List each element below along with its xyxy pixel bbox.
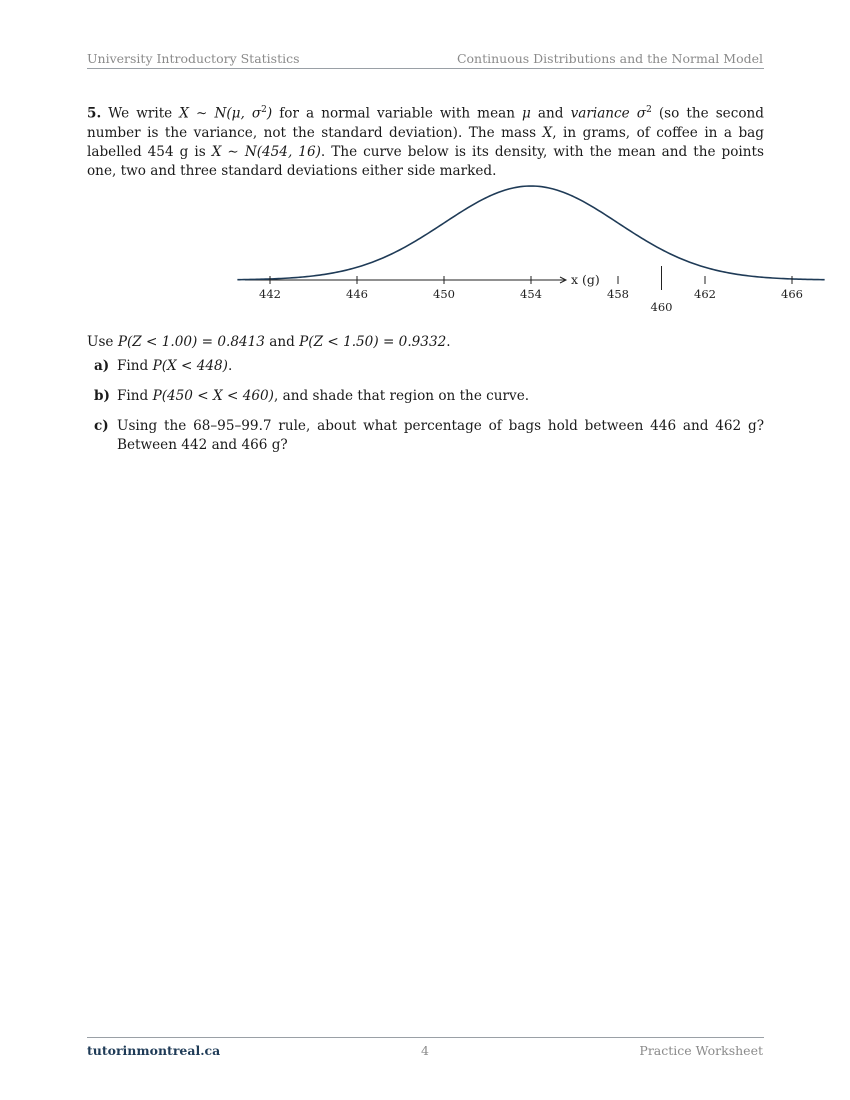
given-probabilities [87,333,764,352]
given-text: . [446,334,451,350]
part-label: c) [94,418,109,434]
problem-statement [87,101,764,181]
given-prob-2: P(Z < 1.50) = 0.9332 [299,334,447,350]
header-section-title: Continuous Distributions and the Normal Model [456,51,763,66]
problem-text: and [530,105,571,122]
math-sigma: σ [629,105,647,122]
x-axis-arrow [560,277,566,283]
density-curve [237,186,824,280]
math-superscript: 2 [646,105,652,115]
math-superscript: 2 [261,105,267,115]
problem-text: We write [101,105,180,122]
problem-text: , in grams, of coffee in a bag labelled 454 g is [87,124,764,160]
x-tick-label: 462 [694,287,716,301]
part-text: Find P(450 < X < 460), and shade that region on the curve. [117,388,530,404]
header-course-title: University Introductory Statistics [87,51,300,66]
x-tick-label: 466 [781,287,803,301]
part-text: Find P(X < 448). [117,358,233,374]
math-x: X [542,124,553,141]
x-tick-label: 454 [520,287,542,301]
x-axis-label: x (g) [571,272,600,287]
x-tick-label: 458 [607,287,629,301]
problem-text: for a normal variable with mean [272,105,523,122]
x-tick-label: 442 [259,287,281,301]
math-distribution: X ∼ N(454, 16) [211,143,321,160]
given-text: Use [87,334,118,350]
x-tick-label: 450 [433,287,455,301]
math-mu: μ [522,105,531,122]
problem-text: (so the second number is the variance, not the standard deviation). The mass [87,105,764,141]
part-b [87,387,764,406]
footer-site[interactable]: tutorinmontreal.ca [87,1043,221,1058]
part-label: a) [94,358,110,374]
part-c [87,417,764,457]
part-label: b) [94,388,110,404]
x-tick-label: 446 [346,287,368,301]
math-notation: ) [266,105,273,122]
header-rule [87,68,764,69]
math-notation: X ∼ N(μ, σ [179,105,262,122]
footer-worksheet-label: Practice Worksheet [639,1043,763,1058]
emphasis-variance: variance [570,105,630,122]
part-text: Using the 68–95–99.7 rule, about what percentage of bags hold between 446 and 462 g? Between 442 and 466 g? [117,418,764,453]
given-prob-1: P(Z < 1.00) = 0.8413 [117,334,265,350]
problem-text: . The curve below is its density, with the mean and the points one, two and three standard deviations either side marked. [87,143,764,179]
given-text: and [264,334,300,350]
part-a [87,357,764,376]
marker-460-label: 460 [650,300,673,314]
footer-rule [87,1037,764,1038]
page-number: 4 [421,1043,429,1058]
problem-number: 5. [87,105,102,122]
